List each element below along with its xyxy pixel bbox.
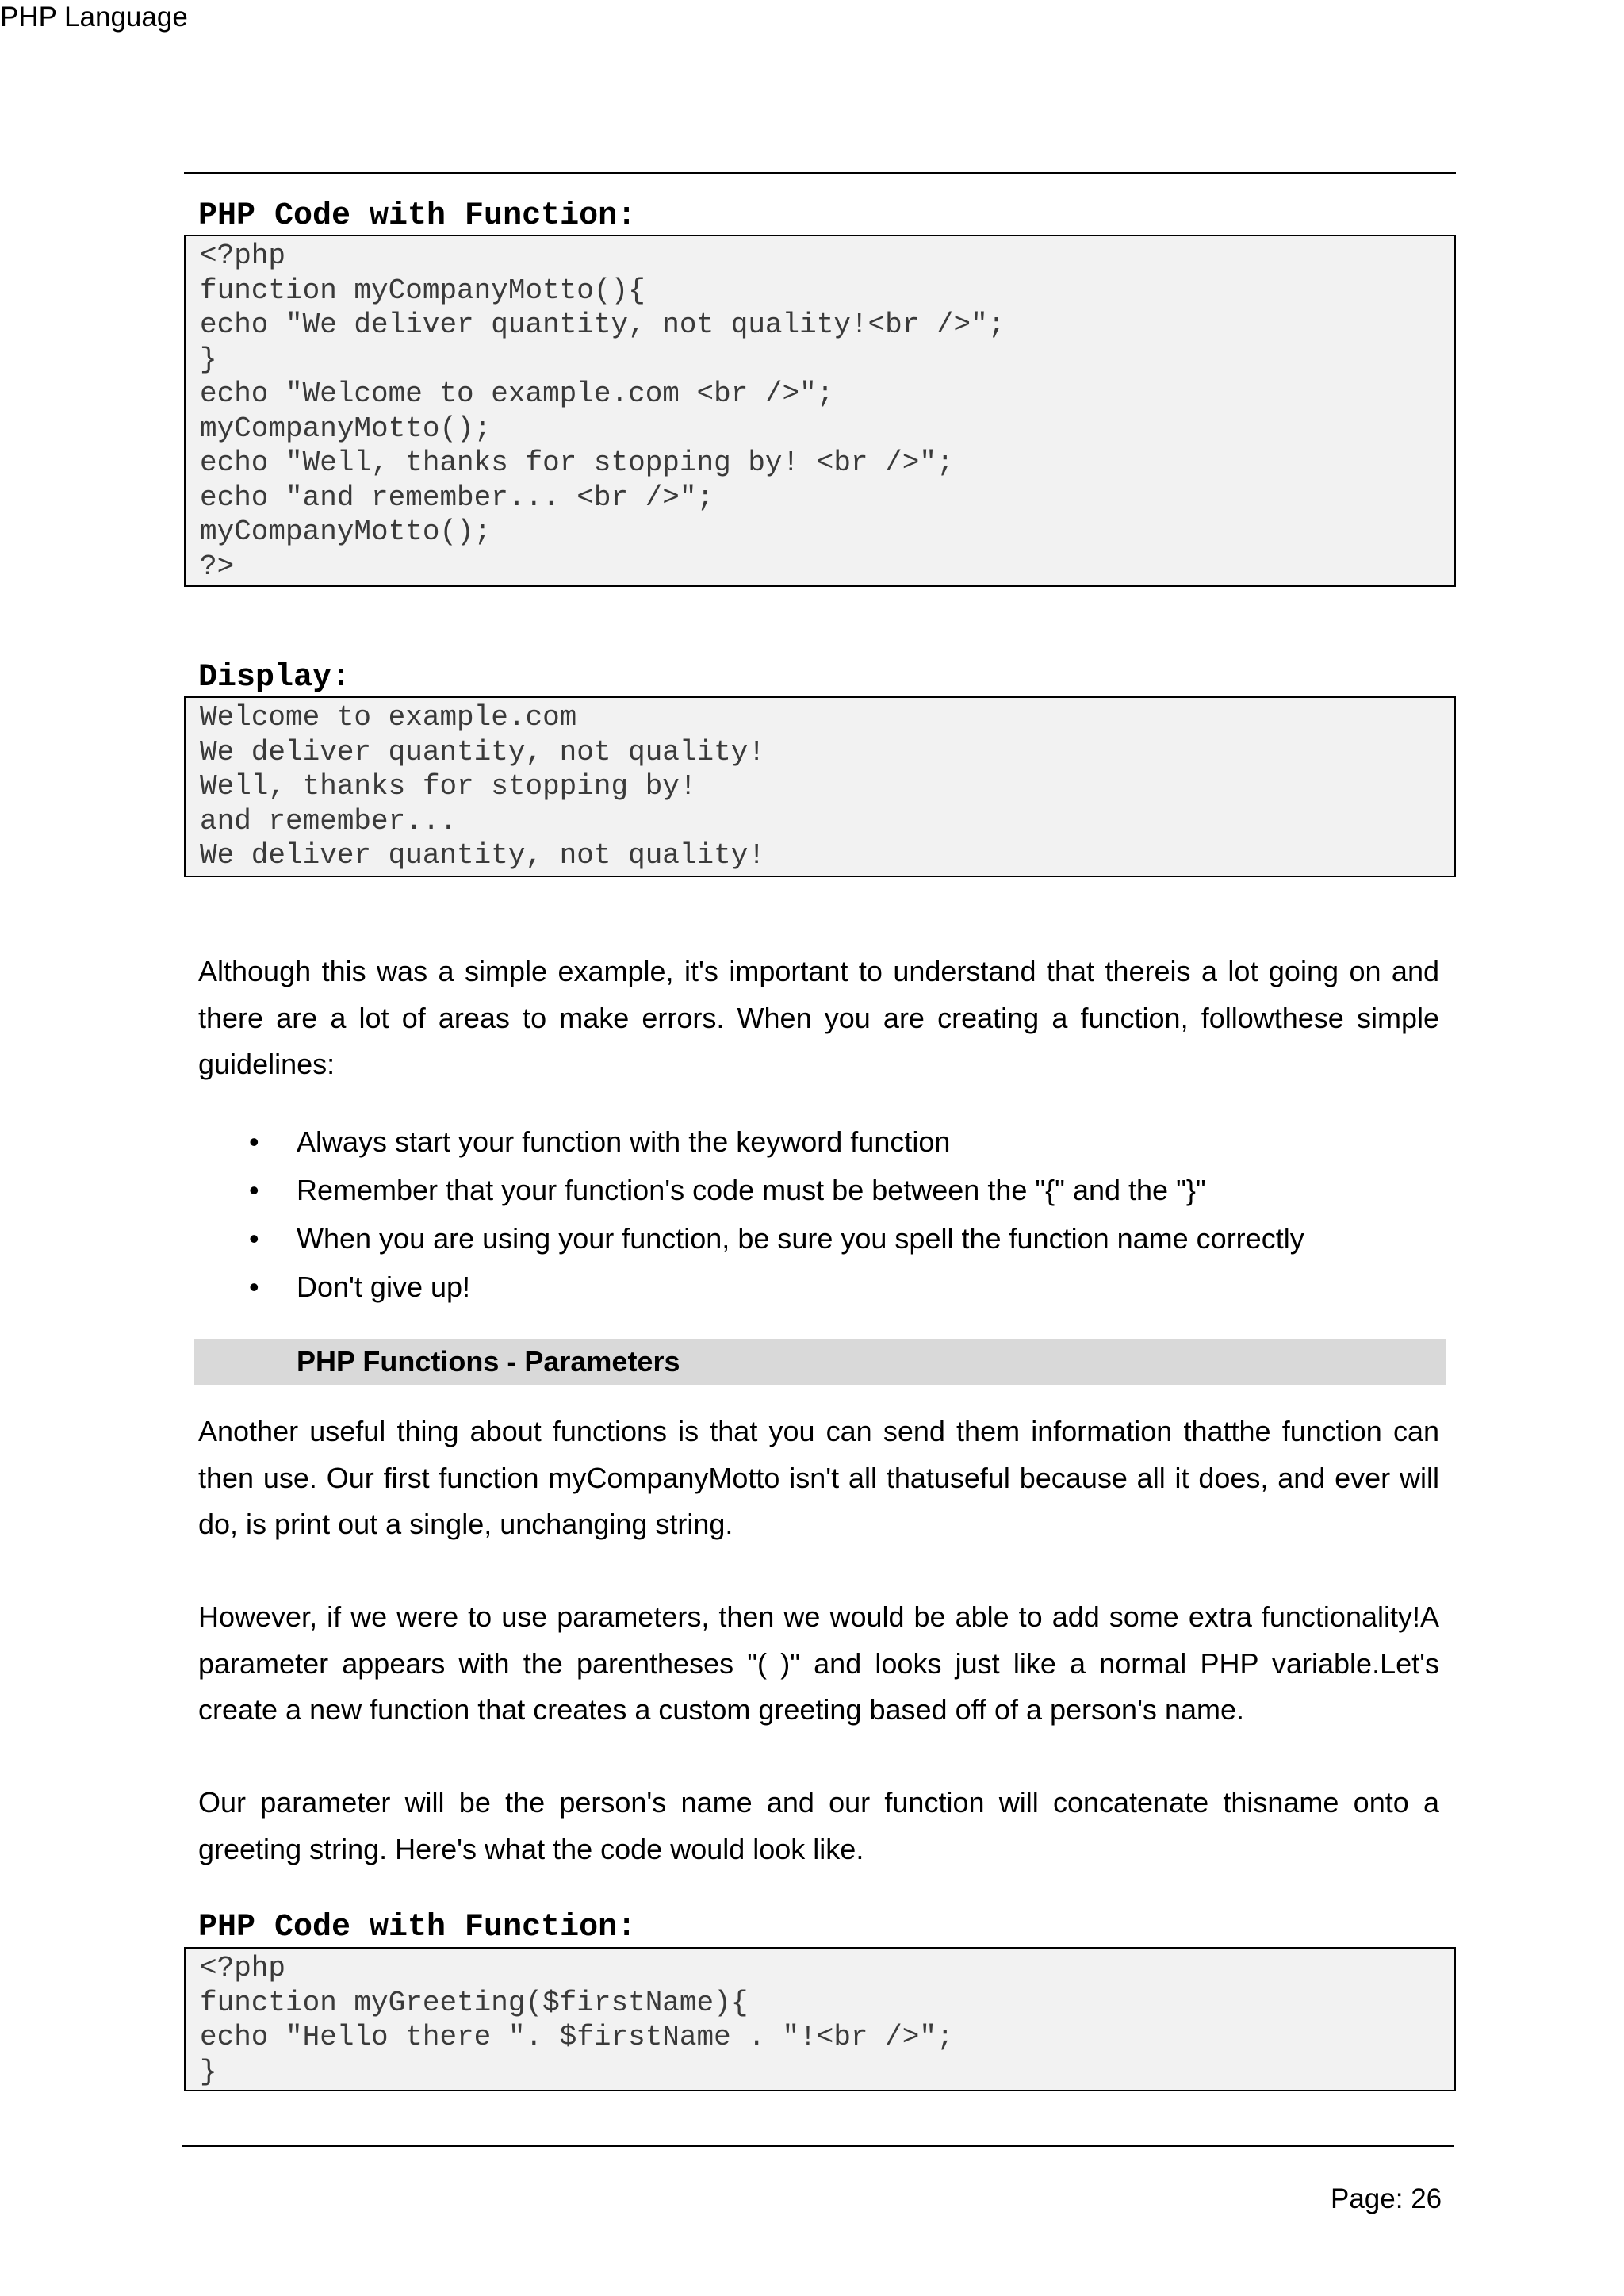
bullet-icon: • [249, 1222, 259, 1255]
code-line: myCompanyMotto(); [200, 516, 492, 548]
list-item-text: Remember that your function's code must be between the "{" and the "}" [297, 1174, 1206, 1206]
code-line: function myCompanyMotto(){ [200, 274, 645, 307]
code-line: ?> [200, 550, 235, 583]
display-line: We deliver quantity, not quality! [200, 839, 765, 872]
list-item [198, 1117, 1304, 1166]
code-line: echo "Welcome to example.com <br />"; [200, 378, 834, 410]
display-line: Well, thanks for stopping by! [200, 770, 697, 803]
body-paragraph-1: Another useful thing about functions is that you can send them information thatthe function can then use. Our first function myCompanyMotto isn't all thatuseful because all it does, and ever will do, is print out a single, unchanging string. [198, 1415, 1439, 1540]
list-item-text: Always start your function with the keyword function [297, 1125, 951, 1158]
bullet-icon: • [249, 1271, 259, 1303]
code-line: function myGreeting($firstName){ [200, 1986, 749, 2019]
code-line: } [200, 343, 217, 376]
code-line: myCompanyMotto(); [200, 412, 492, 445]
code-line: <?php [200, 240, 286, 272]
display-block [184, 696, 1456, 877]
code-line: <?php [200, 1952, 286, 1984]
list-item-text: Don't give up! [297, 1271, 471, 1303]
footer-rule [182, 2145, 1454, 2147]
display-block-label: Display: [198, 660, 351, 696]
code-line: } [200, 2055, 217, 2088]
code-line: echo "Well, thanks for stopping by! <br />"; [200, 447, 954, 479]
body-paragraph-3: Our parameter will be the person's name and our function will concatenate thisname onto a greeting string. Here's what the code would look like. [198, 1786, 1439, 1865]
code-line: echo "and remember... <br />"; [200, 481, 714, 514]
code-block-1-label: PHP Code with Function: [198, 198, 637, 234]
section-heading: PHP Functions - Parameters [297, 1345, 680, 1378]
bullet-icon: • [249, 1125, 259, 1158]
display-line: Welcome to example.com [200, 701, 577, 734]
list-item [198, 1214, 1304, 1263]
list-item [198, 1166, 1304, 1214]
code-line: echo "We deliver quantity, not quality!<br />"; [200, 309, 1005, 341]
header-rule [184, 172, 1456, 174]
code-block-2 [184, 1947, 1456, 2091]
running-header: PHP Language [0, 2, 188, 33]
bullet-icon: • [249, 1174, 259, 1206]
code-block-1 [184, 235, 1456, 587]
intro-paragraph: Although this was a simple example, it's important to understand that thereis a lot going on and there are a lot of areas to make errors. When you are creating a function, followthese simple guidelines: [198, 955, 1439, 1080]
guidelines-list [198, 1117, 1304, 1311]
list-item [198, 1263, 1304, 1311]
code-line: echo "Hello there ". $firstName . "!<br />"; [200, 2021, 954, 2053]
code-block-2-label: PHP Code with Function: [198, 1910, 637, 1945]
page-number: Page: 26 [1331, 2183, 1442, 2214]
body-paragraph-2: However, if we were to use parameters, then we would be able to add some extra functionality!A parameter appears with the parentheses "( )" and looks just like a normal PHP variable.Let's create a new function that creates a custom greeting based off of a person's name. [198, 1600, 1439, 1726]
display-line: and remember... [200, 804, 458, 838]
display-line: We deliver quantity, not quality! [200, 735, 765, 769]
list-item-text: When you are using your function, be sure you spell the function name correctly [297, 1222, 1304, 1255]
